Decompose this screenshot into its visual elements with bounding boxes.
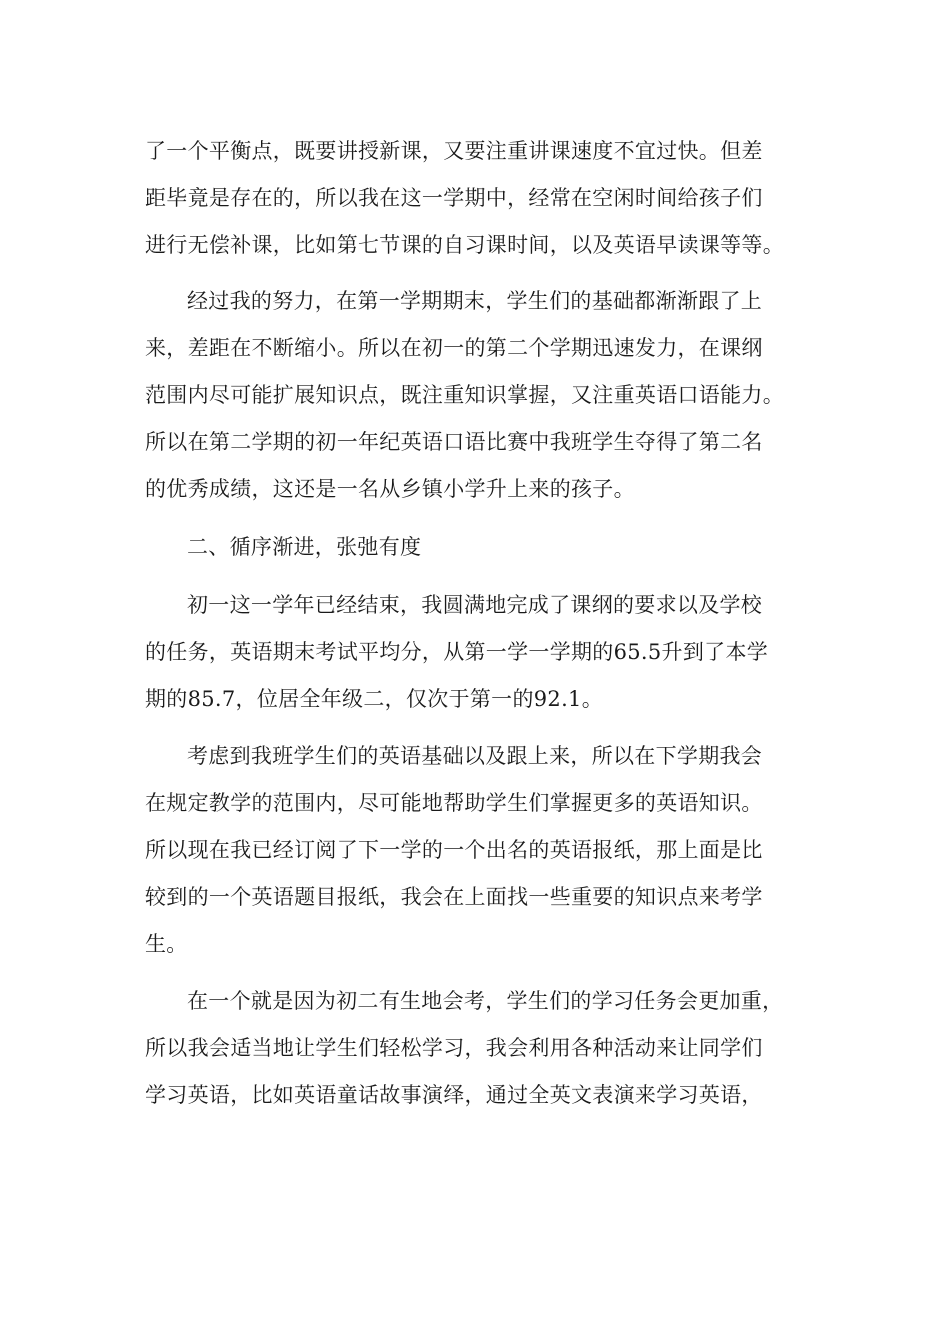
text-line: 生。 (145, 932, 188, 956)
text-line: 期的85.7，位居全年级二，仅次于第一的92.1。 (145, 687, 604, 711)
text-line: 在一个就是因为初二有生地会考，学生们的学习任务会更加重， (187, 989, 784, 1013)
text-line: 范围内尽可能扩展知识点，既注重知识掌握，又注重英语口语能力。 (145, 383, 784, 407)
text-line: 距毕竟是存在的，所以我在这一学期中，经常在空闲时间给孩子们 (145, 186, 763, 210)
text-line: 所以在第二学期的初一年纪英语口语比赛中我班学生夺得了第二名 (145, 430, 763, 454)
text-line: 来，差距在不断缩小。所以在初一的第二个学期迅速发力，在课纲 (145, 336, 763, 360)
paragraph-activities (145, 978, 810, 1119)
paragraph-effort (145, 278, 810, 513)
text-line: 初一这一学年已经结束，我圆满地完成了课纲的要求以及学校 (187, 593, 763, 617)
text-line: 学习英语，比如英语童话故事演绎，通过全英文表演来学习英语， (145, 1083, 763, 1107)
text-line: 的优秀成绩，这还是一名从乡镇小学升上来的孩子。 (145, 477, 635, 501)
paragraph-results (145, 582, 810, 723)
text-line: 的任务，英语期末考试平均分，从第一学一学期的65.5升到了本学 (145, 640, 769, 664)
document-body (145, 128, 810, 1119)
text-line: 进行无偿补课，比如第七节课的自习课时间，以及英语早读课等等。 (145, 233, 784, 257)
paragraph-continuation (145, 128, 810, 269)
heading-text: 二、循序渐进，张弛有度 (187, 535, 422, 559)
text-line: 经过我的努力，在第一学期期末，学生们的基础都渐渐跟了上 (187, 289, 763, 313)
text-line: 考虑到我班学生们的英语基础以及跟上来，所以在下学期我会 (187, 744, 763, 768)
text-line: 较到的一个英语题目报纸，我会在上面找一些重要的知识点来考学 (145, 885, 763, 909)
text-line: 所以我会适当地让学生们轻松学习，我会利用各种活动来让同学们 (145, 1036, 763, 1060)
text-line: 在规定教学的范围内，尽可能地帮助学生们掌握更多的英语知识。 (145, 791, 763, 815)
text-line: 所以现在我已经订阅了下一学的一个出名的英语报纸，那上面是比 (145, 838, 763, 862)
section-heading (145, 524, 810, 571)
paragraph-plan (145, 733, 810, 968)
text-line: 了一个平衡点，既要讲授新课，又要注重讲课速度不宜过快。但差 (145, 139, 763, 163)
